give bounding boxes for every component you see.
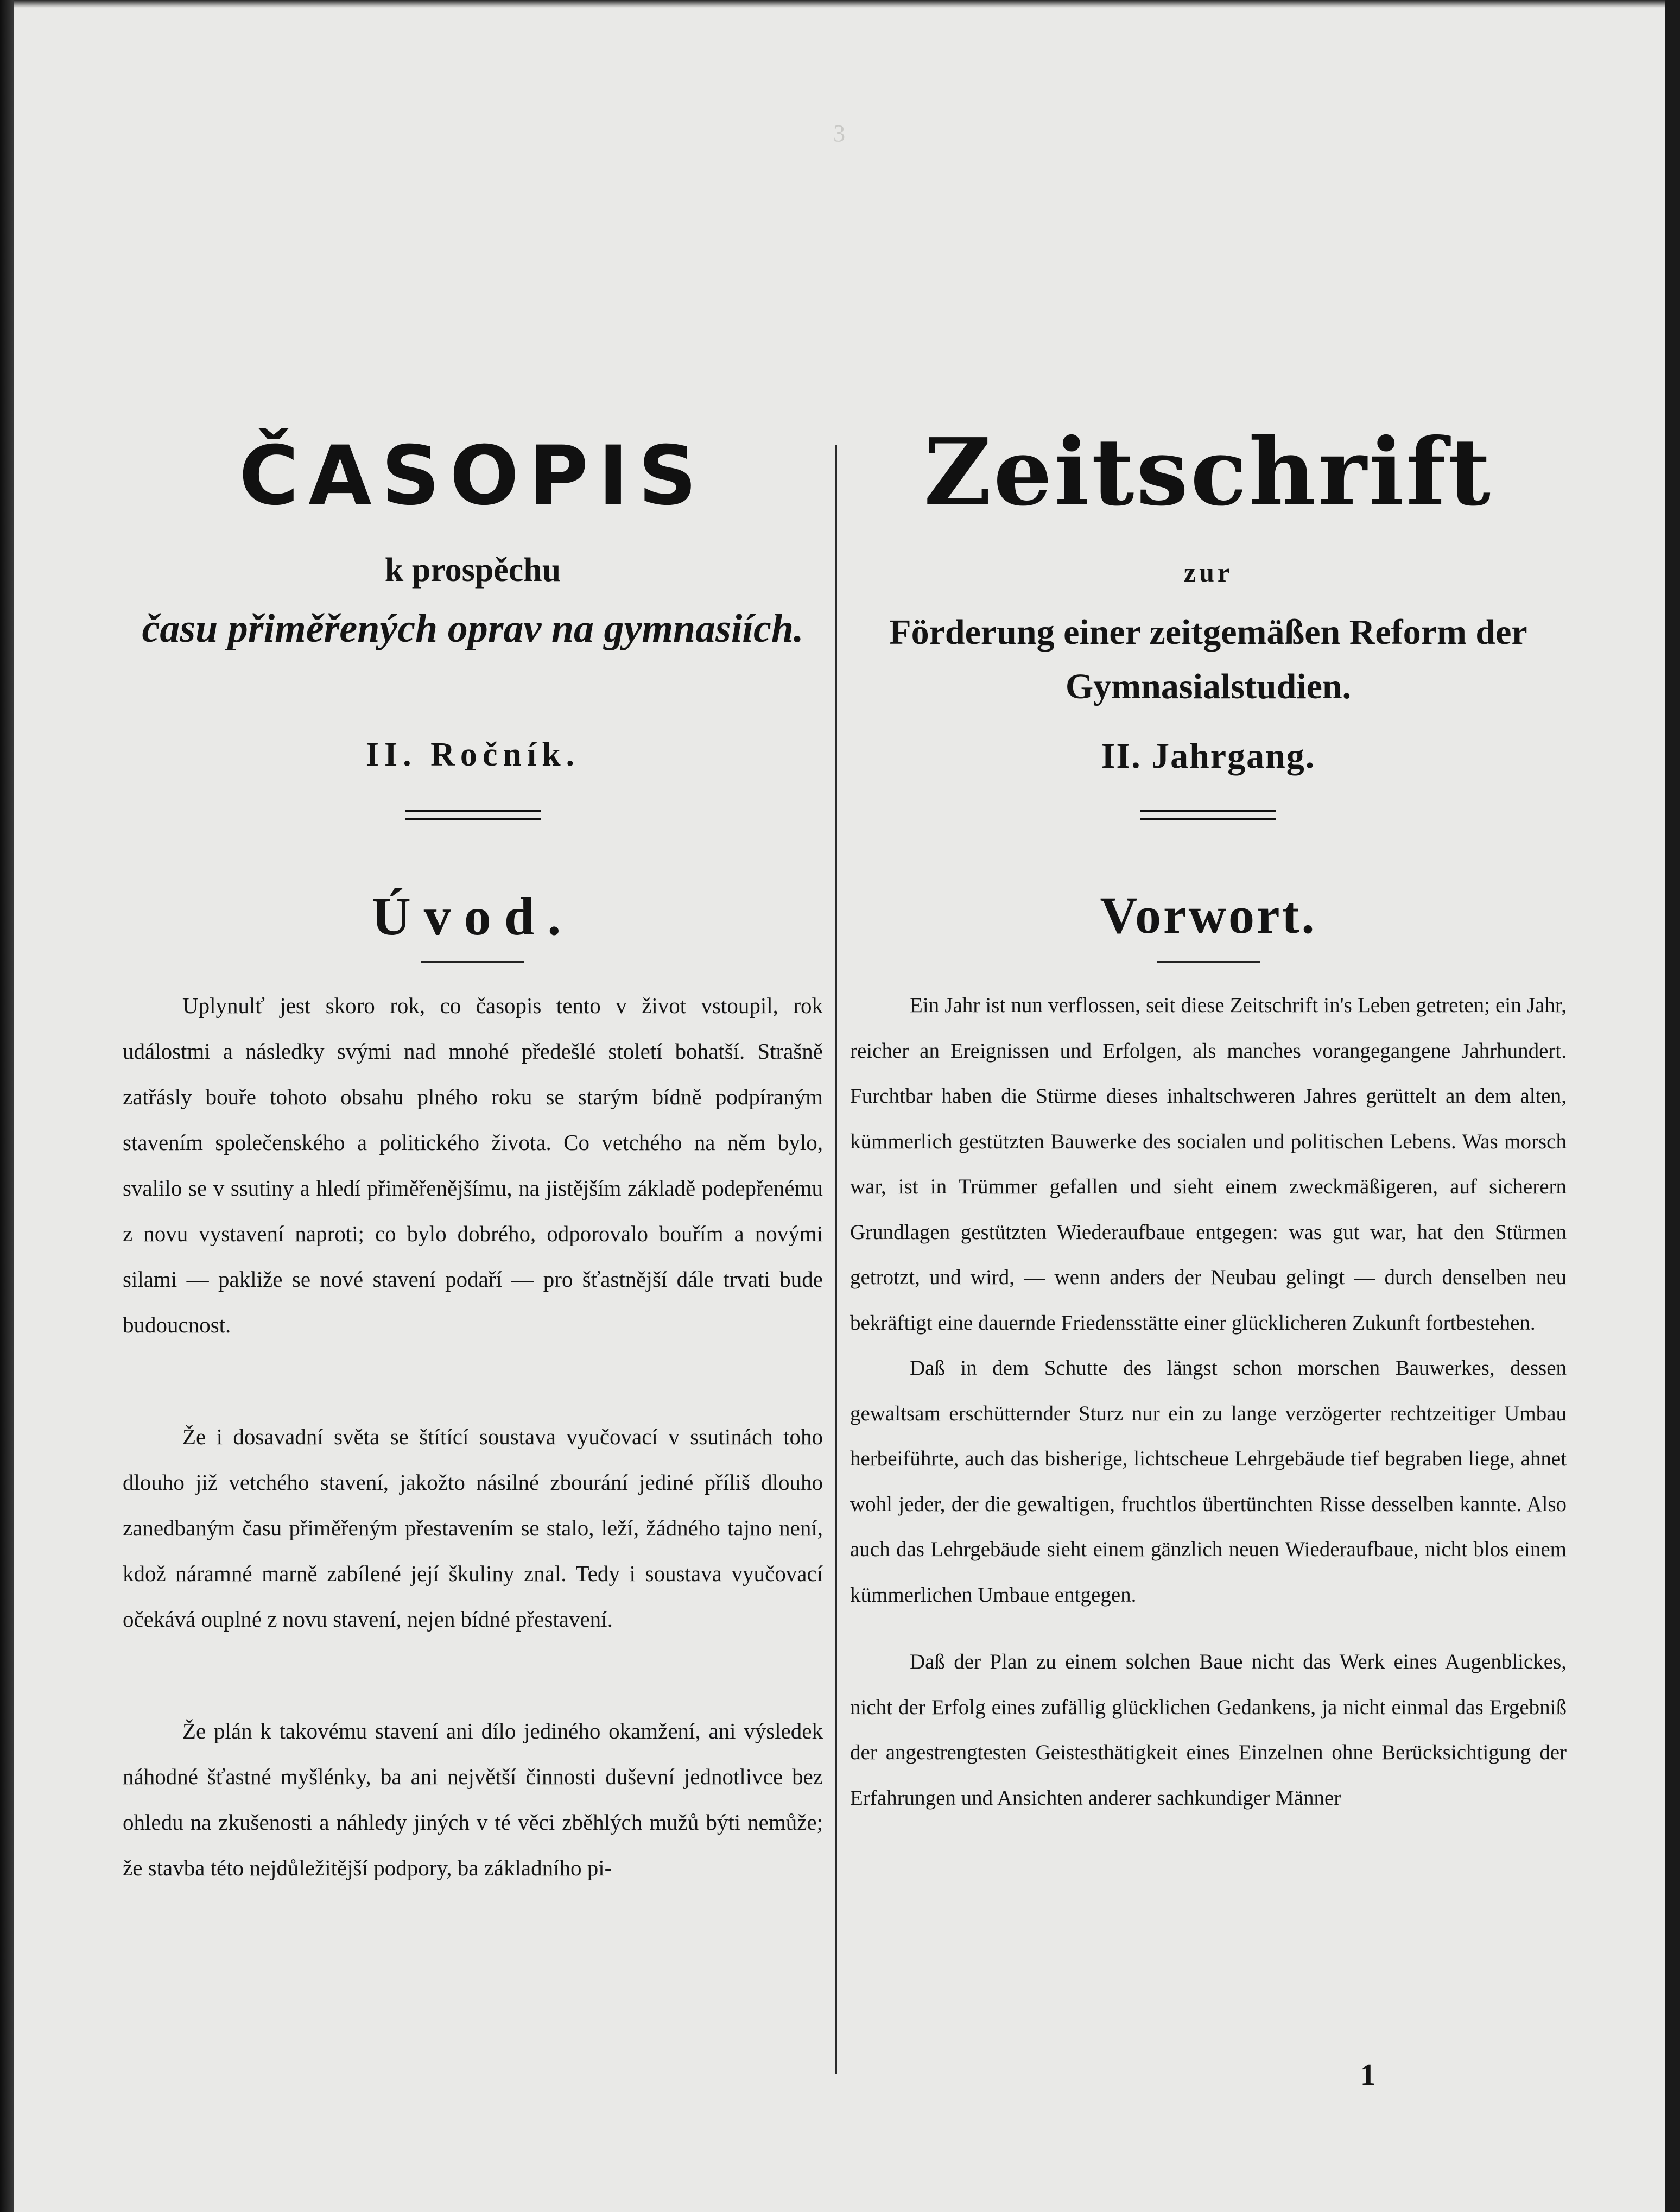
german-paragraph-3: Daß der Plan zu einem solchen Baue nicht das Werk eines Augenblickes, nicht der Erfolg eines zufällig glücklichen Gedankens, ja nicht einmal das Ergebniß der angestrengtesten Geistesthätigkeit eines Einzelnen ohne Berücksichtigung der Erfahrungen und Ansichten anderer sachkundiger Männer (850, 1650, 1567, 1810)
german-title: Zeitschrift (924, 418, 1493, 527)
czech-heading: Úvod. (371, 886, 574, 946)
document-page (14, 0, 1665, 2212)
german-double-rule (1140, 810, 1276, 820)
czech-paragraph-2: Že i dosavadní světa se štítící soustava vyučovací v ssutinách toho dlouho již vetchého stavení, jakožto násilné zbourání jediné příliš dlouho zanedbaným času přiměřeným přestavením se stalo, leží, žádného tajno není, kdož náramné marně zabílené její škuliny znal. Tedy i soustava vyučovací očekává ouplné z novu stavení, nejen bídné přestavení. (123, 1424, 823, 1632)
czech-subtitle-line1: k prospěchu (384, 552, 561, 589)
german-subtitle-line2: Förderung einer zeitgemäßen Reform der Gymnasialstudien. (889, 612, 1527, 706)
faint-page-mark: 3 (833, 120, 845, 147)
german-paragraph-2: Daß in dem Schutte des längst schon morschen Bauwerkes, dessen gewaltsam erschütternder Sturz nur ein zu lange verzögerter rechtzeitiger Umbau herbeiführte, auch das bisherige, lichtscheue Lehrgebäude tief begraben liege, ahnet wohl jeder, der die gewaltigen, fruchtlos übertünchten Risse desselben kannte. Also auch das Lehrgebäude sieht einem gänzlich neuen Wiederaufbaue, nicht blos einem kümmerlichen Umbaue entgegen. (850, 1356, 1567, 1607)
page-top-edge (14, 0, 1665, 8)
czech-paragraph-1: Uplynulť jest skoro rok, co časopis tento v život vstoupil, rok událostmi a následky svými nad mnohé předešlé století bohatší. Strašně zatřásly bouře tohoto obsahu plného roku se starým bídně podpíraným stavením společenského a politického života. Co vetchého na něm bylo, svalilo se v ssutiny a hledí přiměřenějšímu, na jistějším základě podepřenému z novu vystavení naproti; co bylo dobrého, odporovalo bouřím a novými silami — pakliže se nové stavení podaří — pro šťastnější dále trvati bude budoucnost. (123, 993, 823, 1337)
german-heading-rule (1157, 961, 1260, 963)
german-volume: II. Jahrgang. (1101, 736, 1316, 776)
czech-double-rule (405, 810, 541, 820)
czech-body (123, 983, 823, 1891)
german-body (850, 983, 1567, 1821)
czech-subtitle-line2: času přiměřených oprav na gymnasiích. (142, 606, 804, 651)
czech-title: ČASOPIS (239, 429, 707, 523)
german-subtitle-line1: zur (1183, 557, 1233, 587)
german-heading: Vorwort. (1100, 886, 1317, 944)
page-number: 1 (1360, 2058, 1375, 2092)
czech-volume: II. Ročník. (365, 736, 580, 773)
german-paragraph-1: Ein Jahr ist nun verflossen, seit diese Zeitschrift in's Leben getreten; ein Jahr, reicher an Ereignissen und Erfolgen, als manches vorangegangene Jahrhundert. Furchtbar haben die Stürme dieses inhaltschweren Jahres gerüttelt an dem alten, kümmerlich gestützten Bauwerke des socialen und politischen Lebens. Was morsch war, ist in Trümmer gefallen und sieht einem zweckmäßigeren, auf sicherern Grundlagen gestützten Wiederaufbaue entgegen: was gut war, hat den Stürmen getrotzt, und wird, — wenn anders der Neubau gelingt — durch denselben neu bekräftigt eine dauernde Friedensstätte einer glücklicheren Zukunft fortbestehen. (850, 994, 1567, 1335)
czech-paragraph-3: Že plán k takovému stavení ani dílo jediného okamžení, ani výsledek náhodné šťastné myšlénky, ba ani největší činnosti duševní jednotlivce bez ohledu na zkušenosti a náhledy jiných v té věci zběhlých mužů býti nemůže; že stavba této nejdůležitější podpory, ba základního pi- (123, 1718, 823, 1880)
scan-edge (0, 0, 14, 2212)
column-divider (835, 445, 837, 2074)
czech-heading-rule (421, 961, 524, 963)
